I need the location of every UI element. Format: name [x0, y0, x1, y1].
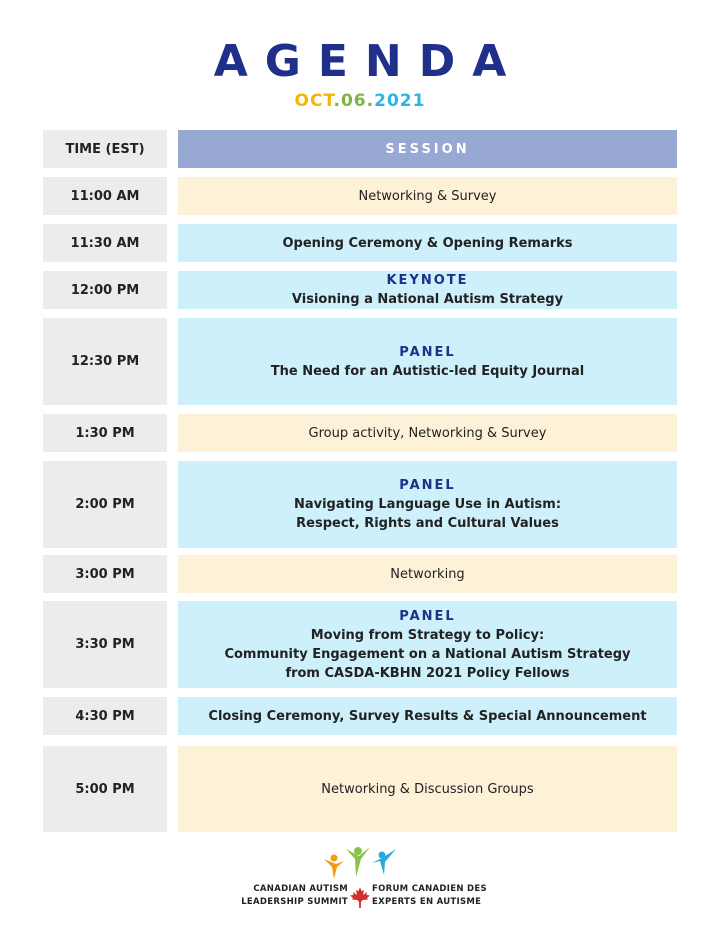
table-row — [43, 177, 677, 215]
session-kind: PANEL — [399, 478, 456, 493]
row-session — [178, 461, 677, 548]
maple-leaf-icon — [350, 887, 370, 909]
row-session — [178, 601, 677, 688]
row-time: 12:00 PM — [43, 271, 167, 309]
time-column-header: TIME (EST) — [43, 130, 167, 168]
session-kind: PANEL — [399, 344, 456, 360]
row-time: 4:30 PM — [43, 697, 167, 735]
row-time: 1:30 PM — [43, 414, 167, 452]
session-title: Opening Ceremony & Opening Remarks — [282, 235, 573, 251]
table-row — [43, 697, 677, 735]
date-separator: . — [366, 91, 375, 111]
people-celebrating-icon — [320, 845, 400, 885]
date-year: 2021 — [374, 91, 426, 111]
row-session — [178, 177, 677, 215]
row-session — [178, 697, 677, 735]
date-month: OCT — [294, 91, 334, 111]
row-time: 11:00 AM — [43, 177, 167, 215]
table-row — [43, 271, 677, 309]
session-title: Networking — [390, 566, 465, 582]
table-header-row — [43, 130, 677, 168]
logo-line: LEADERSHIP SUMMIT — [241, 897, 348, 907]
table-row — [43, 746, 677, 832]
row-session — [178, 414, 677, 452]
session-title-line: Respect, Rights and Cultural Values — [296, 516, 559, 531]
session-kind: KEYNOTE — [386, 273, 469, 288]
table-row — [43, 461, 677, 548]
logo-line: EXPERTS EN AUTISME — [372, 897, 482, 907]
row-time: 3:00 PM — [43, 555, 167, 593]
session-kind: PANEL — [399, 608, 456, 624]
table-row — [43, 601, 677, 688]
event-date — [0, 90, 720, 112]
row-time: 11:30 AM — [43, 224, 167, 262]
session-title-line: from CASDA-KBHN 2021 Policy Fellows — [285, 665, 570, 681]
summit-logo — [240, 845, 487, 915]
table-row — [43, 318, 677, 405]
logo-line: FORUM CANADIEN DES — [372, 884, 487, 894]
row-time: 3:30 PM — [43, 601, 167, 688]
table-row — [43, 414, 677, 452]
date-day: 06 — [340, 91, 367, 111]
row-time: 12:30 PM — [43, 318, 167, 405]
session-title-line: Navigating Language Use in Autism: — [293, 497, 562, 512]
agenda-title: AGENDA — [213, 36, 524, 87]
session-title: Visioning a National Autism Strategy — [291, 292, 564, 307]
logo-text-english — [240, 883, 348, 909]
row-session — [178, 224, 677, 262]
row-session — [178, 555, 677, 593]
logo-text-french — [372, 883, 492, 909]
session-title: The Need for an Autistic-led Equity Journal — [270, 363, 585, 379]
table-row — [43, 555, 677, 593]
table-row — [43, 224, 677, 262]
date-separator: . — [333, 91, 341, 111]
row-session — [178, 318, 677, 405]
session-title: Closing Ceremony, Survey Results & Special Announcement — [208, 708, 647, 724]
session-title-line: Moving from Strategy to Policy: — [310, 627, 545, 643]
session-title: Group activity, Networking & Survey — [308, 425, 547, 441]
row-session — [178, 746, 677, 832]
session-title: Networking & Discussion Groups — [321, 781, 534, 797]
row-session — [178, 271, 677, 309]
row-time: 2:00 PM — [43, 461, 167, 548]
session-title: Networking & Survey — [358, 188, 497, 204]
row-time: 5:00 PM — [43, 746, 167, 832]
session-header-label: SESSION — [385, 141, 470, 157]
session-column-header — [178, 130, 677, 168]
logo-line: CANADIAN AUTISM — [253, 884, 348, 894]
session-title-line: Community Engagement on a National Autism Strategy — [224, 646, 631, 662]
